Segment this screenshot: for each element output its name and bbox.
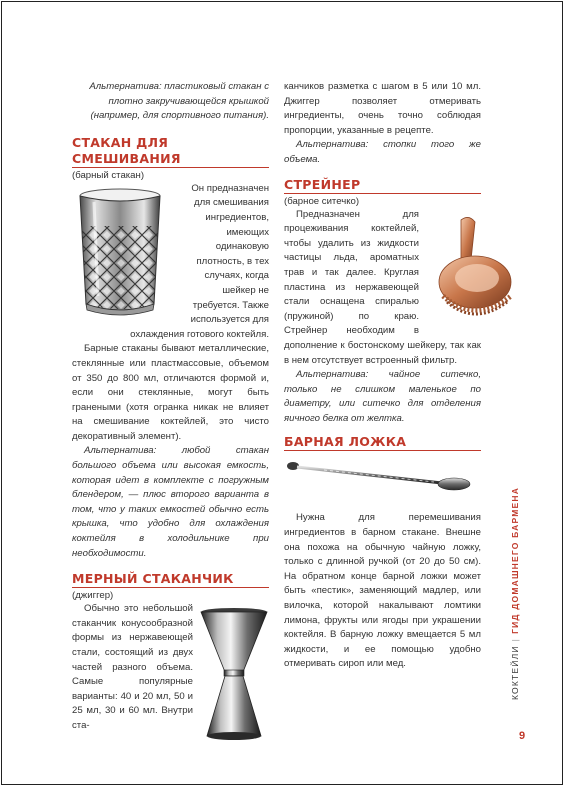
mixing-glass-heading: СТАКАН ДЛЯ СМЕШИВАНИЯ xyxy=(72,134,181,166)
heading-rule xyxy=(72,167,269,168)
page-number: 9 xyxy=(518,730,526,742)
spine-guide-title: ГИД ДОМАШНЕГО БАРМЕНА xyxy=(510,486,520,634)
strainer-heading: СТРЕЙНЕР xyxy=(284,176,361,192)
bar-spoon-image xyxy=(284,457,481,497)
jigger-paragraph-1: Обычно это небольшой стаканчик конусообразной формы из нержавеющей стали, состоящий из двух частей разного объема. Самые популярные варианты: 40 и 20 мл, 50 и 25 мл, 30 и 60 мл. Внутри ста- xyxy=(72,603,193,731)
mixing-glass-paragraph-2: Барные стаканы бывают металлические, стеклянные или пластмассовые, объемом от 350 до 800 мл, отличаются формой и, если они стеклянные, могут быть гранеными (хотя огранка никак не влияет на смешивание коктейлей, это чисто декоративный элемент). xyxy=(72,343,269,442)
spine-label xyxy=(505,486,525,700)
heading-rule xyxy=(284,450,481,451)
heading-rule xyxy=(72,587,269,588)
mixing-glass-alternative: Альтернатива: любой стакан большого объема или высокая емкость, которая идет в комплекте с погружным блендером, — плюс второго варианта в том, что у таких емкостей обычно есть крышка, что удобно для охлаждения коктейля в холодильнике при необходимости. xyxy=(72,445,269,559)
jigger-image xyxy=(199,606,269,746)
strainer-image xyxy=(425,212,521,328)
right-column xyxy=(284,80,481,672)
jigger-paragraph-continued: канчиков разметка с шагом в 5 или 10 мл. Джиггер позволяет отмеривать ингредиенты, очень точно соблюдая пропорции, указанные в рецепте. xyxy=(284,81,481,136)
mixing-glass-subtitle: (барный стакан) xyxy=(72,169,145,181)
jigger-alternative: Альтернатива: стопки того же объема. xyxy=(284,139,481,165)
left-column xyxy=(72,80,269,748)
intro-alternative: Альтернатива: пластиковый стакан с плотно закручивающейся крышкой (например, для спортивного питания). xyxy=(89,81,269,122)
spine-separator: | xyxy=(510,637,520,642)
mixing-glass-paragraph-1: Он предназначен для смешивания ингредиентов, имеющих одинаковую плотность, в тех случаях, когда шейкер не требуется. Также используется для охлаждения готового коктейля. xyxy=(130,182,269,340)
heading-rule xyxy=(284,193,481,194)
jigger-heading: МЕРНЫЙ СТАКАНЧИК xyxy=(72,571,234,587)
mixing-glass-image xyxy=(72,186,168,320)
strainer-subtitle: (барное ситечко) xyxy=(284,195,360,207)
strainer-alternative: Альтернатива: чайное ситечко, только не слишком маленькое по диаметру, или ситечко для отделения яичного белка от желтка. xyxy=(284,369,481,424)
bar-spoon-paragraph-1: Нужна для перемешивания ингредиентов в барном стакане. Внешне она похожа на обычную чайную ложку, только с длинной ручкой (от 20 до 50 см). На обратном конце барной ложки может быть «пестик», заменяющий мадлер, или вилочка, которой накалывают ломтики лимона, фрукты или ягоды при украшении коктейля. В барную ложку вмещается 5 мл жидкости, и ее помощью удобно отмеривать сироп или мед. xyxy=(284,512,481,670)
jigger-subtitle: (джиггер) xyxy=(72,590,114,602)
bar-spoon-heading: БАРНАЯ ЛОЖКА xyxy=(284,434,407,450)
strainer-paragraph-1: Предназначен для процеживания коктейлей, чтобы удалить из жидкости частицы льда, ароматных трав и так далее. Круглая пластина из нержавеющей стали оснащена спиралью (пружиной) по краю. Стрейнер необходим в дополнение к бостонскому шейкеру, так как в нем отсутствует встроенный фильтр. xyxy=(284,208,481,366)
spine-category: КОКТЕЙЛИ xyxy=(510,645,520,700)
